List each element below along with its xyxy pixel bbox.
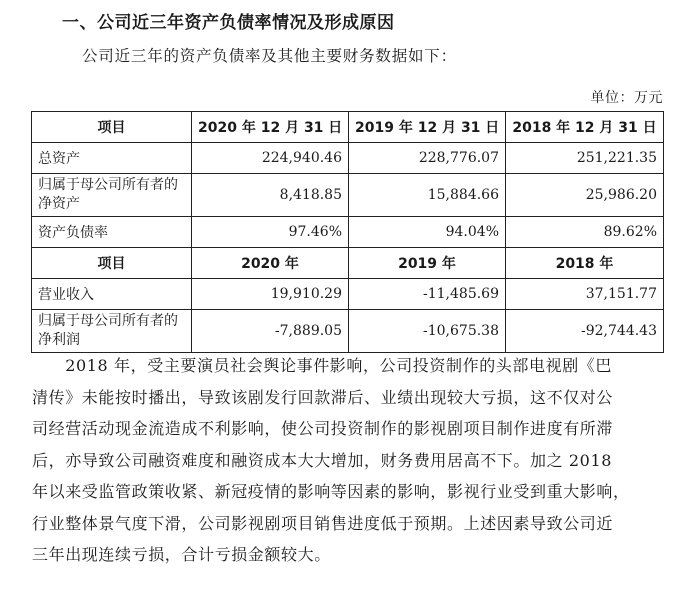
row-label: 归属于母公司所有者的净利润 — [32, 310, 192, 353]
cell-value: 228,776.07 — [349, 143, 506, 174]
cell-value: 25,986.20 — [506, 174, 664, 217]
cell-value: 94.04% — [349, 217, 506, 248]
unit-label: 单位：万元 — [590, 90, 663, 106]
header-cell-2019: 2019 年 — [349, 248, 506, 279]
cell-value: 19,910.29 — [192, 279, 349, 310]
header-cell-2020: 2020 年 12 月 31 日 — [192, 112, 349, 143]
intro-text: 公司近三年的资产负债率及其他主要财务数据如下： — [82, 47, 457, 65]
cell-value: -10,675.38 — [349, 310, 506, 353]
table-row-net-profit — [32, 310, 664, 353]
paragraph-line: 三年出现连续亏损，合计亏损金额较大。 — [32, 545, 331, 564]
table-row-debt-ratio — [32, 217, 664, 248]
header-cell-item: 项目 — [32, 112, 192, 143]
cell-value: 251,221.35 — [506, 143, 664, 174]
row-label: 营业收入 — [32, 279, 192, 310]
header-cell-2018: 2018 年 — [506, 248, 664, 279]
cell-value: -11,485.69 — [349, 279, 506, 310]
table-row-net-assets — [32, 174, 664, 217]
financial-table — [31, 111, 664, 353]
cell-value: -92,744.43 — [506, 310, 664, 353]
table-header-row — [32, 112, 664, 143]
cell-value: 97.46% — [192, 217, 349, 248]
explanation-paragraph — [32, 350, 664, 571]
header-cell-2018: 2018 年 12 月 31 日 — [506, 112, 664, 143]
paragraph-line: 清传》未能按时播出，导致该剧发行回款滞后、业绩出现较大亏损，这不仅对公 — [32, 387, 614, 407]
paragraph-line: 后，亦导致公司融资难度和融资成本大大增加，财务费用居高不下。加之 2018 — [32, 450, 613, 470]
header-cell-item: 项目 — [32, 248, 192, 279]
row-label: 总资产 — [32, 143, 192, 174]
table-header-row-2 — [32, 248, 664, 279]
row-label: 资产负债率 — [32, 217, 192, 248]
cell-value: 89.62% — [506, 217, 664, 248]
paragraph-line: 2018 年，受主要演员社会舆论事件影响，公司投资制作的头部电视剧《巴 — [32, 356, 613, 375]
cell-value: -7,889.05 — [192, 310, 349, 353]
cell-value: 37,151.77 — [506, 279, 664, 310]
header-cell-2019: 2019 年 12 月 31 日 — [349, 112, 506, 143]
header-cell-2020: 2020 年 — [192, 248, 349, 279]
table-row-revenue — [32, 279, 664, 310]
paragraph-line: 年以来受监管政策收紧、新冠疫情的影响等因素的影响，影视行业受到重大影响， — [32, 482, 630, 501]
cell-value: 8,418.85 — [192, 174, 349, 217]
section-heading: 一、公司近三年资产负债率情况及形成原因 — [62, 13, 395, 33]
cell-value: 15,884.66 — [349, 174, 506, 217]
paragraph-line: 司经营活动现金流造成不利影响，使公司投资制作的影视剧项目制作进度有所滞 — [32, 419, 614, 438]
cell-value: 224,940.46 — [192, 143, 349, 174]
table-row-total-assets — [32, 143, 664, 174]
row-label: 归属于母公司所有者的净资产 — [32, 174, 192, 217]
paragraph-line: 行业整体景气度下滑，公司影视剧项目销售进度低于预期。上述因素导致公司近 — [32, 513, 614, 533]
